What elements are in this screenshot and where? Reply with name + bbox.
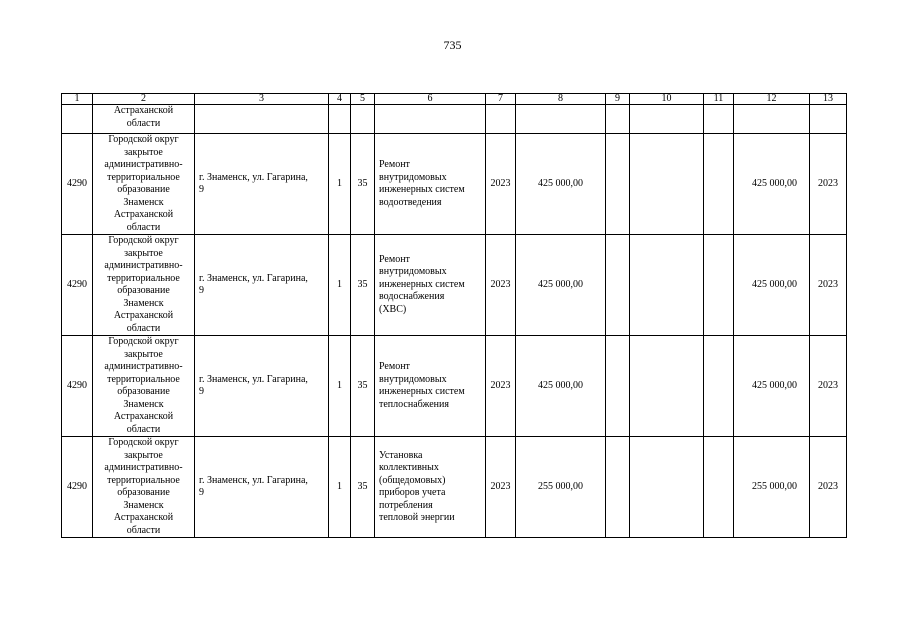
header-cell-10: 10 bbox=[630, 94, 704, 105]
cell-col4: 1 bbox=[329, 235, 351, 336]
cell-total: 425 000,00 bbox=[734, 235, 810, 336]
cell-col11 bbox=[704, 235, 734, 336]
cell-work-type: Установка коллективных (общедомовых) приборов учета потребления тепловой энергии bbox=[375, 437, 486, 538]
cell-work-type: Ремонт внутридомовых инженерных систем теплоснабжения bbox=[375, 336, 486, 437]
cell-municipality: Астраханской области bbox=[93, 105, 195, 134]
table-row bbox=[62, 235, 847, 336]
cell-col8 bbox=[516, 105, 606, 134]
table-row bbox=[62, 134, 847, 235]
cell-col5 bbox=[351, 105, 375, 134]
cell-col9 bbox=[606, 437, 630, 538]
cell-address: г. Знаменск, ул. Гагарина, 9 bbox=[195, 336, 329, 437]
cell-col11 bbox=[704, 134, 734, 235]
cell-municipality: Городской округ закрытое административно- территориальное образование Знаменск Астраханской области bbox=[93, 336, 195, 437]
header-cell-11: 11 bbox=[704, 94, 734, 105]
header-cell-8: 8 bbox=[516, 94, 606, 105]
cell-col4: 1 bbox=[329, 336, 351, 437]
header-cell-3: 3 bbox=[195, 94, 329, 105]
cell-work-type: Ремонт внутридомовых инженерных систем водоснабжения (ХВС) bbox=[375, 235, 486, 336]
cell-col9 bbox=[606, 105, 630, 134]
cell-total: 425 000,00 bbox=[734, 134, 810, 235]
cell-code: 4290 bbox=[62, 437, 93, 538]
cell-col12 bbox=[734, 105, 810, 134]
cell-code: 4290 bbox=[62, 336, 93, 437]
header-cell-9: 9 bbox=[606, 94, 630, 105]
header-cell-13: 13 bbox=[810, 94, 847, 105]
header-row bbox=[62, 94, 847, 105]
header-cell-6: 6 bbox=[375, 94, 486, 105]
cell-col4: 1 bbox=[329, 134, 351, 235]
cell-cost: 425 000,00 bbox=[516, 134, 606, 235]
cell-col9 bbox=[606, 134, 630, 235]
cell-completion-year: 2023 bbox=[810, 235, 847, 336]
header-cell-1: 1 bbox=[62, 94, 93, 105]
cell-year: 2023 bbox=[486, 134, 516, 235]
register-table bbox=[61, 93, 847, 538]
cell-completion-year: 2023 bbox=[810, 336, 847, 437]
table-row bbox=[62, 336, 847, 437]
header-cell-12: 12 bbox=[734, 94, 810, 105]
cell-address: г. Знаменск, ул. Гагарина, 9 bbox=[195, 235, 329, 336]
cell-work-type: Ремонт внутридомовых инженерных систем водоотведения bbox=[375, 134, 486, 235]
table-row bbox=[62, 437, 847, 538]
header-cell-4: 4 bbox=[329, 94, 351, 105]
cell-year: 2023 bbox=[486, 437, 516, 538]
header-cell-2: 2 bbox=[93, 94, 195, 105]
cell-col1 bbox=[62, 105, 93, 134]
page-number: 735 bbox=[443, 38, 462, 52]
cell-col5: 35 bbox=[351, 134, 375, 235]
cell-col11 bbox=[704, 336, 734, 437]
cell-municipality: Городской округ закрытое административно- территориальное образование Знаменск Астраханской области bbox=[93, 134, 195, 235]
cell-municipality: Городской округ закрытое административно- территориальное образование Знаменск Астраханской области bbox=[93, 235, 195, 336]
cell-col3 bbox=[195, 105, 329, 134]
cell-col9 bbox=[606, 336, 630, 437]
cell-col4 bbox=[329, 105, 351, 134]
cell-col5: 35 bbox=[351, 336, 375, 437]
cell-col10 bbox=[630, 437, 704, 538]
cell-col4: 1 bbox=[329, 437, 351, 538]
cell-code: 4290 bbox=[62, 134, 93, 235]
cell-code: 4290 bbox=[62, 235, 93, 336]
cell-col6 bbox=[375, 105, 486, 134]
table-body bbox=[62, 94, 847, 538]
cell-year: 2023 bbox=[486, 235, 516, 336]
header-cell-5: 5 bbox=[351, 94, 375, 105]
cell-municipality: Городской округ закрытое административно- территориальное образование Знаменск Астраханской области bbox=[93, 437, 195, 538]
cell-cost: 425 000,00 bbox=[516, 336, 606, 437]
cell-col10 bbox=[630, 336, 704, 437]
cell-col10 bbox=[630, 235, 704, 336]
cell-address: г. Знаменск, ул. Гагарина, 9 bbox=[195, 134, 329, 235]
cell-cost: 425 000,00 bbox=[516, 235, 606, 336]
cell-address: г. Знаменск, ул. Гагарина, 9 bbox=[195, 437, 329, 538]
continuation-row bbox=[62, 105, 847, 134]
cell-completion-year: 2023 bbox=[810, 134, 847, 235]
header-cell-7: 7 bbox=[486, 94, 516, 105]
cell-year: 2023 bbox=[486, 336, 516, 437]
cell-completion-year: 2023 bbox=[810, 437, 847, 538]
cell-total: 425 000,00 bbox=[734, 336, 810, 437]
cell-col5: 35 bbox=[351, 235, 375, 336]
cell-col7 bbox=[486, 105, 516, 134]
cell-col9 bbox=[606, 235, 630, 336]
cell-cost: 255 000,00 bbox=[516, 437, 606, 538]
cell-col13 bbox=[810, 105, 847, 134]
cell-col11 bbox=[704, 437, 734, 538]
cell-col5: 35 bbox=[351, 437, 375, 538]
cell-col10 bbox=[630, 105, 704, 134]
cell-col11 bbox=[704, 105, 734, 134]
cell-col10 bbox=[630, 134, 704, 235]
cell-total: 255 000,00 bbox=[734, 437, 810, 538]
